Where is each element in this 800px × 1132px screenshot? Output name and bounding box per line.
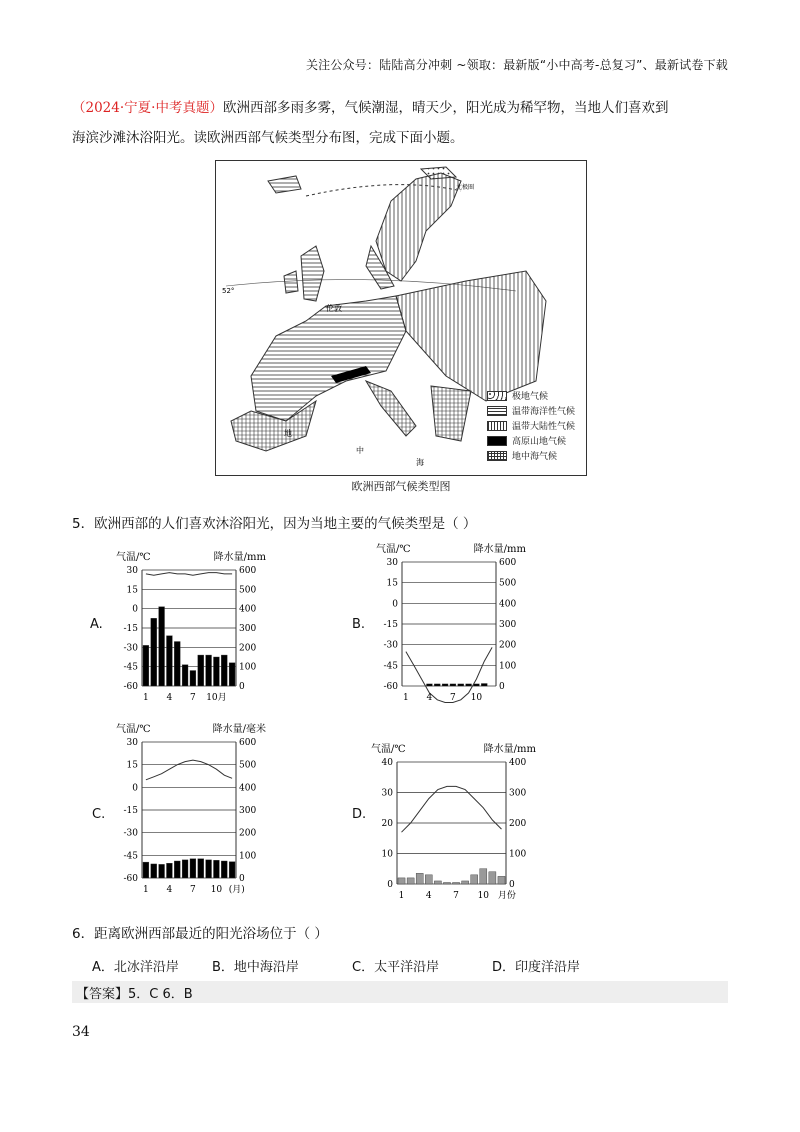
page-number: 34 [72, 1024, 90, 1040]
chart-right-tick: 400 [239, 604, 257, 615]
chart-c-svg [110, 720, 270, 896]
chart-right-tick: 500 [239, 585, 257, 596]
legend-swatch [487, 406, 507, 416]
chart-x-label: 7 [453, 891, 459, 901]
chart-right-tick: 100 [499, 661, 517, 672]
chart-x-label: 4 [166, 885, 173, 895]
chart-left-title: 气温/℃ [371, 744, 406, 755]
option-d-label[interactable]: D. [352, 807, 367, 822]
question-5: 5．欧洲西部的人们喜欢沐浴阳光，因为当地主要的气候类型是（ ） [72, 516, 477, 532]
intro-paragraph [72, 93, 732, 153]
chart-right-tick: 500 [499, 578, 517, 589]
legend-label: 极地气候 [512, 392, 549, 402]
chart-right-title: 降水量/mm [483, 744, 536, 755]
britain-shape [301, 246, 324, 301]
q6-choices [92, 956, 612, 975]
chart-right-tick: 200 [509, 819, 527, 829]
legend-swatch [487, 436, 507, 446]
chart-left-tick: 30 [126, 566, 138, 576]
legend-item [487, 388, 575, 403]
legend-item [487, 448, 575, 463]
chart-left-tick: 30 [126, 738, 138, 748]
precip-bar [190, 671, 196, 686]
precip-bar [434, 684, 440, 686]
balkans-shape [431, 386, 471, 441]
precip-bar [450, 684, 456, 686]
chart-left-tick: -30 [123, 643, 138, 654]
precip-bar [471, 875, 478, 884]
chart-right-tick: 100 [509, 849, 527, 860]
chart-left-tick: -60 [383, 682, 398, 692]
precip-bar [425, 875, 432, 884]
chart-right-tick: 0 [239, 682, 245, 692]
chart-right-tick: 300 [239, 624, 257, 634]
chart-left-tick: 15 [126, 760, 138, 771]
precip-bar [498, 876, 505, 884]
legend-label: 温带大陆性气候 [512, 422, 576, 432]
precip-bar [214, 657, 220, 686]
question-source: （2024·宁夏·中考真题） [72, 100, 223, 116]
eastern-europe-shape [396, 271, 549, 402]
precip-bar [416, 873, 423, 884]
chart-left-tick: -60 [123, 874, 138, 884]
chart-left-tick: -45 [123, 662, 138, 673]
chart-left-tick: -30 [383, 640, 398, 651]
chart-left-title: 气温/℃ [116, 552, 151, 563]
precip-bar [182, 665, 188, 686]
temperature-line [146, 573, 232, 576]
precip-bar [489, 872, 496, 884]
chart-left-tick: 30 [381, 788, 393, 799]
precip-bar [481, 684, 487, 686]
legend-swatch [487, 451, 507, 461]
scandinavia-shape [376, 173, 461, 281]
legend-item [487, 418, 575, 433]
chart-right-title: 降水量/mm [213, 552, 266, 563]
chart-x-label: 1 [143, 885, 149, 895]
precip-bar [167, 636, 173, 686]
chart-left-tick: -30 [123, 828, 138, 839]
legend-swatch [487, 391, 507, 401]
chart-right-tick: 200 [499, 640, 517, 651]
chart-a [110, 548, 270, 708]
legend-label: 高原山地气候 [512, 437, 567, 447]
legend-swatch [487, 421, 507, 431]
precip-bar [398, 878, 405, 884]
precip-bar [182, 860, 188, 878]
chart-x-label: 7 [190, 693, 196, 703]
precip-bar [453, 882, 460, 884]
chart-left-title: 气温/℃ [116, 724, 151, 735]
chart-right-tick: 400 [509, 758, 527, 768]
map-label-di: 地 [284, 429, 292, 438]
chart-left-tick: 10 [381, 849, 393, 860]
chart-left-tick: 40 [381, 758, 393, 768]
chart-left-tick: 15 [126, 585, 138, 596]
chart-x-label: 10 [477, 891, 490, 901]
chart-right-tick: 0 [509, 880, 515, 890]
precip-bar [159, 864, 165, 878]
option-b-label[interactable]: B. [352, 617, 366, 632]
question-6: 6．距离欧洲西部最近的阳光浴场位于（ ） [72, 926, 328, 942]
chart-x-label: 1 [403, 693, 409, 703]
chart-d [365, 740, 540, 906]
chart-right-tick: 300 [509, 788, 527, 799]
map-legend [487, 388, 575, 463]
precip-bar [151, 864, 157, 878]
italy-shape [366, 381, 416, 436]
chart-right-tick: 600 [239, 566, 257, 576]
chart-b-svg [370, 540, 530, 704]
chart-right-tick: 600 [239, 738, 257, 748]
chart-right-tick: 0 [239, 874, 245, 884]
precip-bar [214, 860, 220, 878]
map-label-hai: 海 [416, 458, 424, 467]
option-c-label[interactable]: C. [92, 807, 106, 822]
precip-bar [221, 655, 227, 686]
chart-right-tick: 400 [499, 599, 517, 610]
chart-left-title: 气温/℃ [376, 544, 411, 555]
precip-bar [167, 863, 173, 878]
legend-item [487, 403, 575, 418]
chart-right-tick: 300 [239, 806, 257, 816]
precip-bar [174, 861, 180, 878]
chart-left-tick: -45 [123, 851, 138, 862]
chart-right-tick: 500 [239, 760, 257, 771]
chart-d-svg [365, 740, 540, 902]
chart-left-tick: -15 [123, 806, 138, 816]
intro-text-1: 欧洲西部多雨多雾，气候潮湿，晴天少，阳光成为稀罕物，当地人们喜欢到 [222, 100, 669, 116]
chart-right-tick: 200 [239, 643, 257, 654]
precip-bar [466, 684, 472, 686]
chart-left-tick: -45 [383, 661, 398, 672]
choice-b[interactable]: B．地中海沿岸 [212, 960, 299, 975]
map-label-london: 伦敦 [326, 304, 342, 313]
chart-x-label: 4 [425, 891, 432, 901]
chart-right-tick: 100 [239, 662, 257, 673]
choice-d[interactable]: D．印度洋沿岸 [492, 960, 581, 975]
chart-left-tick: 0 [387, 880, 393, 890]
chart-left-tick: -15 [383, 620, 398, 630]
choice-c[interactable]: C．太平洋沿岸 [352, 960, 440, 975]
precip-bar [198, 655, 204, 686]
map-label-arctic: 北极圈 [456, 184, 475, 191]
chart-x-label: 7 [450, 693, 456, 703]
precip-bar [434, 881, 441, 884]
chart-x-label: 10 [470, 693, 483, 703]
precip-bar [143, 862, 149, 878]
iceland-shape [268, 176, 301, 193]
chart-left-tick: 0 [132, 604, 138, 615]
chart-x-label: 月份 [497, 891, 516, 901]
chart-right-tick: 600 [499, 558, 517, 568]
precip-bar [442, 684, 448, 686]
map-label-lat: 52° [222, 287, 235, 295]
chart-left-tick: 15 [386, 578, 398, 589]
precip-bar [221, 861, 227, 878]
precip-bar [407, 878, 414, 884]
page-header: 关注公众号：陆陆高分冲刺 ~领取：最新版“小中高考-总复习”、最新试卷下载 [305, 58, 728, 72]
map-caption: 欧洲西部气候类型图 [351, 480, 451, 493]
precip-bar [159, 607, 165, 686]
precip-bar [151, 618, 157, 686]
chart-x-label: 10月 [206, 693, 227, 703]
chart-x-label: 1 [398, 891, 405, 901]
chart-left-tick: 0 [392, 599, 398, 610]
legend-label: 温带海洋性气候 [512, 407, 576, 417]
precip-bar [143, 645, 149, 686]
precip-bar [443, 882, 450, 884]
precip-bar [206, 860, 212, 878]
chart-right-title: 降水量/mm [473, 544, 526, 555]
chart-x-label: 1 [143, 693, 149, 703]
temperature-line [146, 760, 232, 780]
chart-left-tick: 20 [381, 819, 393, 829]
chart-left-tick: 30 [386, 558, 398, 568]
chart-left-tick: -60 [123, 682, 138, 692]
answer-bar: 【答案】5．C 6．B [72, 981, 728, 1003]
intro-text-2: 海滨沙滩沐浴阳光。读欧洲西部气候类型分布图，完成下面小题。 [72, 130, 464, 146]
chart-x-label: 4 [166, 693, 173, 703]
chart-right-tick: 300 [499, 620, 517, 630]
chart-x-label: 4 [426, 693, 433, 703]
precip-bar [206, 655, 212, 686]
temperature-line [402, 786, 502, 832]
chart-x-label: (月) [228, 885, 245, 895]
precip-bar [174, 642, 180, 686]
precip-bar [474, 684, 480, 686]
precip-bar [229, 862, 235, 878]
chart-right-tick: 100 [239, 851, 257, 862]
precip-bar [480, 869, 487, 884]
chart-x-label: 10 [210, 885, 223, 895]
precip-bar [190, 859, 196, 878]
map-label-zhong: 中 [356, 446, 364, 455]
precip-bar [458, 684, 464, 686]
choice-a[interactable]: A．北冰洋沿岸 [92, 960, 179, 975]
ireland-shape [284, 271, 298, 293]
chart-right-tick: 200 [239, 828, 257, 839]
legend-item [487, 433, 575, 448]
option-a-label[interactable]: A. [90, 617, 103, 632]
precip-bar [198, 859, 204, 878]
chart-right-title: 降水量/毫米 [212, 724, 266, 735]
precip-bar [462, 881, 469, 884]
chart-c [110, 720, 270, 900]
chart-b [370, 540, 530, 708]
legend-label: 地中海气候 [512, 452, 558, 462]
precip-bar [427, 684, 433, 686]
chart-left-tick: 0 [132, 783, 138, 794]
chart-a-svg [110, 548, 270, 704]
precip-bar [229, 663, 235, 686]
chart-right-tick: 0 [499, 682, 505, 692]
chart-left-tick: -15 [123, 624, 138, 634]
chart-x-label: 7 [190, 885, 196, 895]
chart-right-tick: 400 [239, 783, 257, 794]
